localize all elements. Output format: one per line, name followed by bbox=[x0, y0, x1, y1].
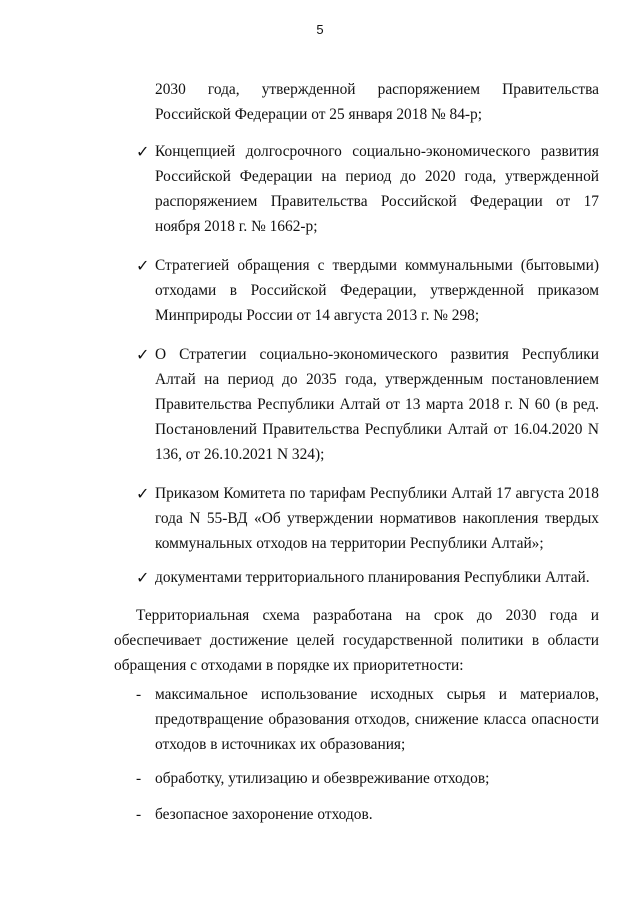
checkmark-icon: ✓ bbox=[136, 568, 150, 587]
checkmark-icon: ✓ bbox=[136, 142, 150, 161]
checkmark-icon: ✓ bbox=[136, 256, 150, 275]
checklist-item-strategy-altai: О Стратегии социально-экономического развития Республики Алтай на период до 2035 года, утвержденным постановлением Правительства Республики Алтай от 13 марта 2018 г. N 60 (в ред. Постановлений Правительства Республики Алтай от 16.04.2020 N 136, от 26.10.2021 N 324); bbox=[155, 346, 599, 463]
checklist-item-planning-docs: документами территориального планирования Республики Алтай. bbox=[155, 569, 590, 586]
list-dash: - bbox=[136, 806, 142, 823]
list-dash: - bbox=[136, 770, 142, 787]
checkmark-icon: ✓ bbox=[136, 345, 150, 364]
intro-paragraph: Территориальная схема разработана на срок до 2030 года и обеспечивает достижение целей государственной политики в области обращения с отходами в порядке их приоритетности: bbox=[114, 607, 599, 674]
page-number: 5 bbox=[316, 22, 324, 37]
checklist-item-concept: Концепцией долгосрочного социально-экономического развития Российской Федерации на период до 2020 года, утвержденной распоряжением Правительства Российской Федерации от 17 ноября 2018 г. № 1662-р; bbox=[155, 143, 599, 235]
checkmark-icon: ✓ bbox=[136, 484, 150, 503]
priority-item-processing: обработку, утилизацию и обезвреживание отходов; bbox=[155, 770, 490, 787]
priority-item-disposal: безопасное захоронение отходов. bbox=[155, 806, 373, 823]
checklist-item-strategy-waste: Стратегией обращения с твердыми коммунальными (бытовыми) отходами в Российской Федерации, утвержденной приказом Минприроды России от 14 августа 2013 г. № 298; bbox=[155, 257, 599, 324]
priority-item-resource-use: максимальное использование исходных сырья и материалов, предотвращение образования отходов, снижение класса опасности отходов в источниках их образования; bbox=[155, 686, 599, 753]
checklist-item-tariff-order: Приказом Комитета по тарифам Республики Алтай 17 августа 2018 года N 55-ВД «Об утверждении нормативов накопления твердых коммунальных отходов на территории Республики Алтай»; bbox=[155, 485, 599, 552]
list-dash: - bbox=[136, 686, 142, 703]
continuation-text: 2030 года, утвержденной распоряжением Правительства Российской Федерации от 25 января 2018 № 84-р; bbox=[155, 81, 599, 123]
